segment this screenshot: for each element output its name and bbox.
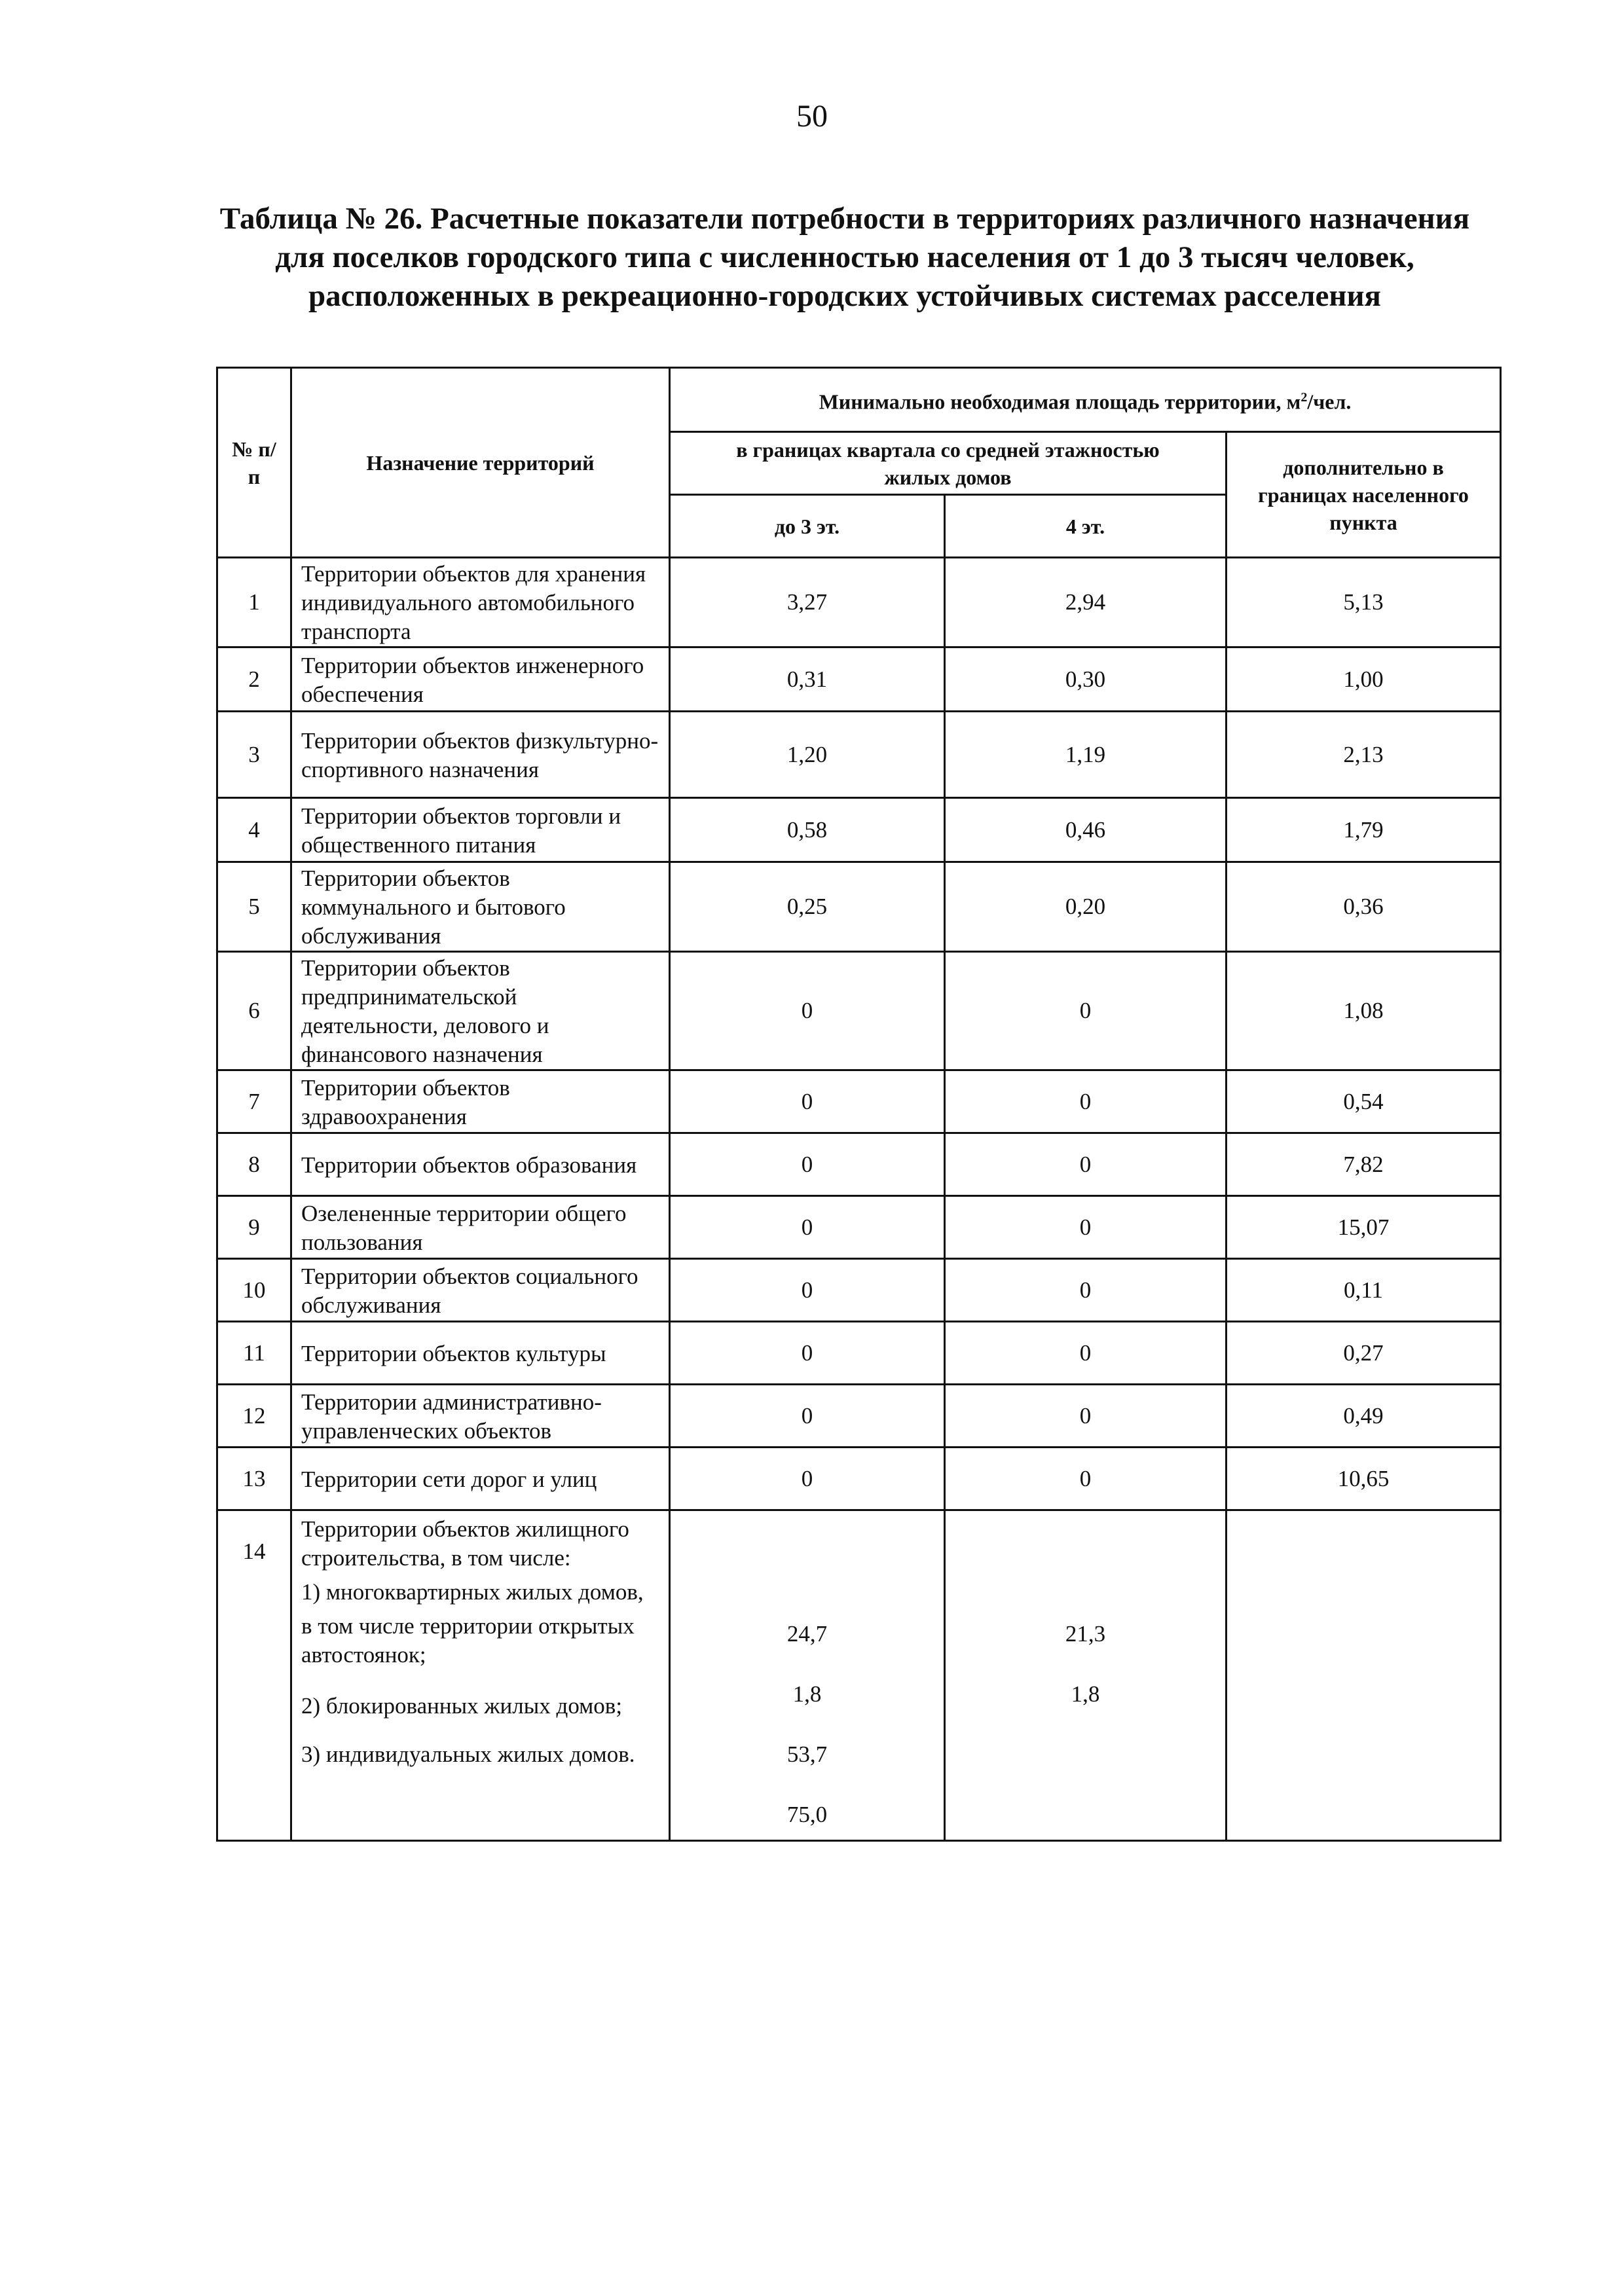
- row-value-up-to-3: 0: [670, 1322, 945, 1385]
- row-value-up-to-3: 0,31: [670, 647, 945, 712]
- row-value-four: 2,94: [945, 558, 1227, 647]
- row-name: Территории административно-управленческих объектов: [291, 1385, 670, 1448]
- table-row: [217, 1070, 1501, 1133]
- row-value-additional: 1,00: [1227, 647, 1501, 712]
- header-num: № п/п: [217, 368, 291, 558]
- row-14-a1a: 1,8: [792, 1681, 822, 1707]
- header-additional: дополнительно в границах населенного пункта: [1227, 432, 1501, 558]
- row-number: 1: [217, 558, 291, 647]
- row-value-additional: 10,65: [1227, 1448, 1501, 1510]
- header-min-area: [670, 368, 1501, 432]
- row-14-up-to-3: [670, 1510, 945, 1841]
- row-number: 6: [217, 952, 291, 1070]
- row-number: 13: [217, 1448, 291, 1510]
- row-name: Озелененные территории общего пользования: [291, 1196, 670, 1259]
- row-value-additional: 0,36: [1227, 862, 1501, 952]
- row-number: 5: [217, 862, 291, 952]
- table-row: [217, 1385, 1501, 1448]
- row-value-four: 0: [945, 1070, 1227, 1133]
- row-14-a2: 53,7: [786, 1741, 828, 1767]
- row-value-additional: 0,49: [1227, 1385, 1501, 1448]
- table-row: [217, 952, 1501, 1070]
- row-value-four: 0: [945, 1385, 1227, 1448]
- row-value-four: 0,46: [945, 798, 1227, 862]
- row-14-item1: 1) многоквартирных жилых домов,: [301, 1579, 644, 1605]
- row-name: Территории объектов коммунального и бытового обслуживания: [291, 862, 670, 952]
- row-number: 3: [217, 712, 291, 798]
- row-14-item3: 3) индивидуальных жилых домов.: [301, 1741, 635, 1767]
- row-value-four: 0,30: [945, 647, 1227, 712]
- row-value-additional: 7,82: [1227, 1133, 1501, 1196]
- row-value-up-to-3: 1,20: [670, 712, 945, 798]
- row-14-item1a: в том числе территории открытых автостоянок;: [301, 1613, 635, 1667]
- table-body: [217, 558, 1501, 1510]
- row-number: 9: [217, 1196, 291, 1259]
- row-name: Территории объектов предпринимательской деятельности, делового и финансового назначения: [291, 952, 670, 1070]
- table-row: [217, 1322, 1501, 1385]
- row-value-four: 1,19: [945, 712, 1227, 798]
- row-14-additional: [1227, 1510, 1501, 1841]
- row-name: Территории объектов здравоохранения: [291, 1070, 670, 1133]
- row-name: Территории объектов торговли и общественного питания: [291, 798, 670, 862]
- header-min-area-prefix: Минимально необходимая площадь территории, м: [819, 390, 1301, 414]
- row-number: 12: [217, 1385, 291, 1448]
- header-purpose: Назначение территорий: [291, 368, 670, 558]
- row-name: Территории объектов для хранения индивидуального автомобильного транспорта: [291, 558, 670, 647]
- row-number: 11: [217, 1322, 291, 1385]
- row-number: 8: [217, 1133, 291, 1196]
- table-container: [216, 367, 1500, 1842]
- row-14-a3: 75,0: [786, 1802, 828, 1827]
- row-number: 4: [217, 798, 291, 862]
- table-row: [217, 1133, 1501, 1196]
- row-value-four: 0,20: [945, 862, 1227, 952]
- row-name: Территории объектов социального обслуживания: [291, 1259, 670, 1322]
- header-up-to-3: до 3 эт.: [670, 495, 945, 558]
- row-value-additional: 1,79: [1227, 798, 1501, 862]
- page-number: 50: [796, 99, 828, 134]
- row-14-b1a: 1,8: [1071, 1681, 1100, 1707]
- row-value-additional: 2,13: [1227, 712, 1501, 798]
- row-14-four: [945, 1510, 1227, 1841]
- row-value-additional: 0,54: [1227, 1070, 1501, 1133]
- row-number: 7: [217, 1070, 291, 1133]
- row-value-additional: 5,13: [1227, 558, 1501, 647]
- header-min-area-suffix: /чел.: [1307, 390, 1352, 414]
- row-value-additional: 0,11: [1227, 1259, 1501, 1322]
- row-14-number: 14: [217, 1510, 291, 1841]
- row-value-up-to-3: 0: [670, 1385, 945, 1448]
- table-row: [217, 1510, 1501, 1841]
- header-in-block: в границах квартала со средней этажностью жилых домов: [670, 432, 1227, 495]
- row-value-up-to-3: 0: [670, 1070, 945, 1133]
- row-value-four: 0: [945, 1133, 1227, 1196]
- row-value-up-to-3: 0: [670, 1133, 945, 1196]
- row-14-item2: 2) блокированных жилых домов;: [301, 1693, 623, 1719]
- table-row: [217, 647, 1501, 712]
- row-14-body: [217, 1510, 1501, 1841]
- row-value-four: 0: [945, 952, 1227, 1070]
- row-14-b1: 21,3: [1065, 1621, 1106, 1647]
- row-14-intro: Территории объектов жилищного строительства, в том числе:: [301, 1516, 629, 1571]
- row-value-up-to-3: 0: [670, 1259, 945, 1322]
- row-value-additional: 0,27: [1227, 1322, 1501, 1385]
- header-min-area-sup: 2: [1301, 390, 1308, 405]
- row-value-up-to-3: 0,25: [670, 862, 945, 952]
- row-number: 10: [217, 1259, 291, 1322]
- row-value-additional: 1,08: [1227, 952, 1501, 1070]
- table-row: [217, 1259, 1501, 1322]
- row-value-four: 0: [945, 1322, 1227, 1385]
- table-row: [217, 798, 1501, 862]
- row-name: Территории объектов физкультурно-спортивного назначения: [291, 712, 670, 798]
- table-row: [217, 712, 1501, 798]
- table-row: [217, 862, 1501, 952]
- table-row: [217, 558, 1501, 647]
- table-title: Таблица № 26. Расчетные показатели потребности в территориях различного назначения для поселков городского типа с численностью населения от 1 до 3 тысяч человек, расположенных в рекреационно-городских устойчивых системах расселения: [219, 202, 1470, 313]
- row-value-up-to-3: 0: [670, 952, 945, 1070]
- header-four: 4 эт.: [945, 495, 1227, 558]
- row-value-up-to-3: 0,58: [670, 798, 945, 862]
- row-value-additional: 15,07: [1227, 1196, 1501, 1259]
- row-value-four: 0: [945, 1196, 1227, 1259]
- table-row: [217, 1448, 1501, 1510]
- row-14-a1: 24,7: [786, 1621, 828, 1647]
- row-14-name: [291, 1510, 670, 1841]
- table-row: [217, 1196, 1501, 1259]
- row-value-four: 0: [945, 1259, 1227, 1322]
- row-name: Территории объектов культуры: [291, 1322, 670, 1385]
- row-value-up-to-3: 0: [670, 1196, 945, 1259]
- row-value-up-to-3: 3,27: [670, 558, 945, 647]
- row-name: Территории объектов образования: [291, 1133, 670, 1196]
- row-number: 2: [217, 647, 291, 712]
- row-value-up-to-3: 0: [670, 1448, 945, 1510]
- row-value-four: 0: [945, 1448, 1227, 1510]
- row-name: Территории сети дорог и улиц: [291, 1448, 670, 1510]
- row-name: Территории объектов инженерного обеспечения: [291, 647, 670, 712]
- territory-table: [216, 367, 1502, 1842]
